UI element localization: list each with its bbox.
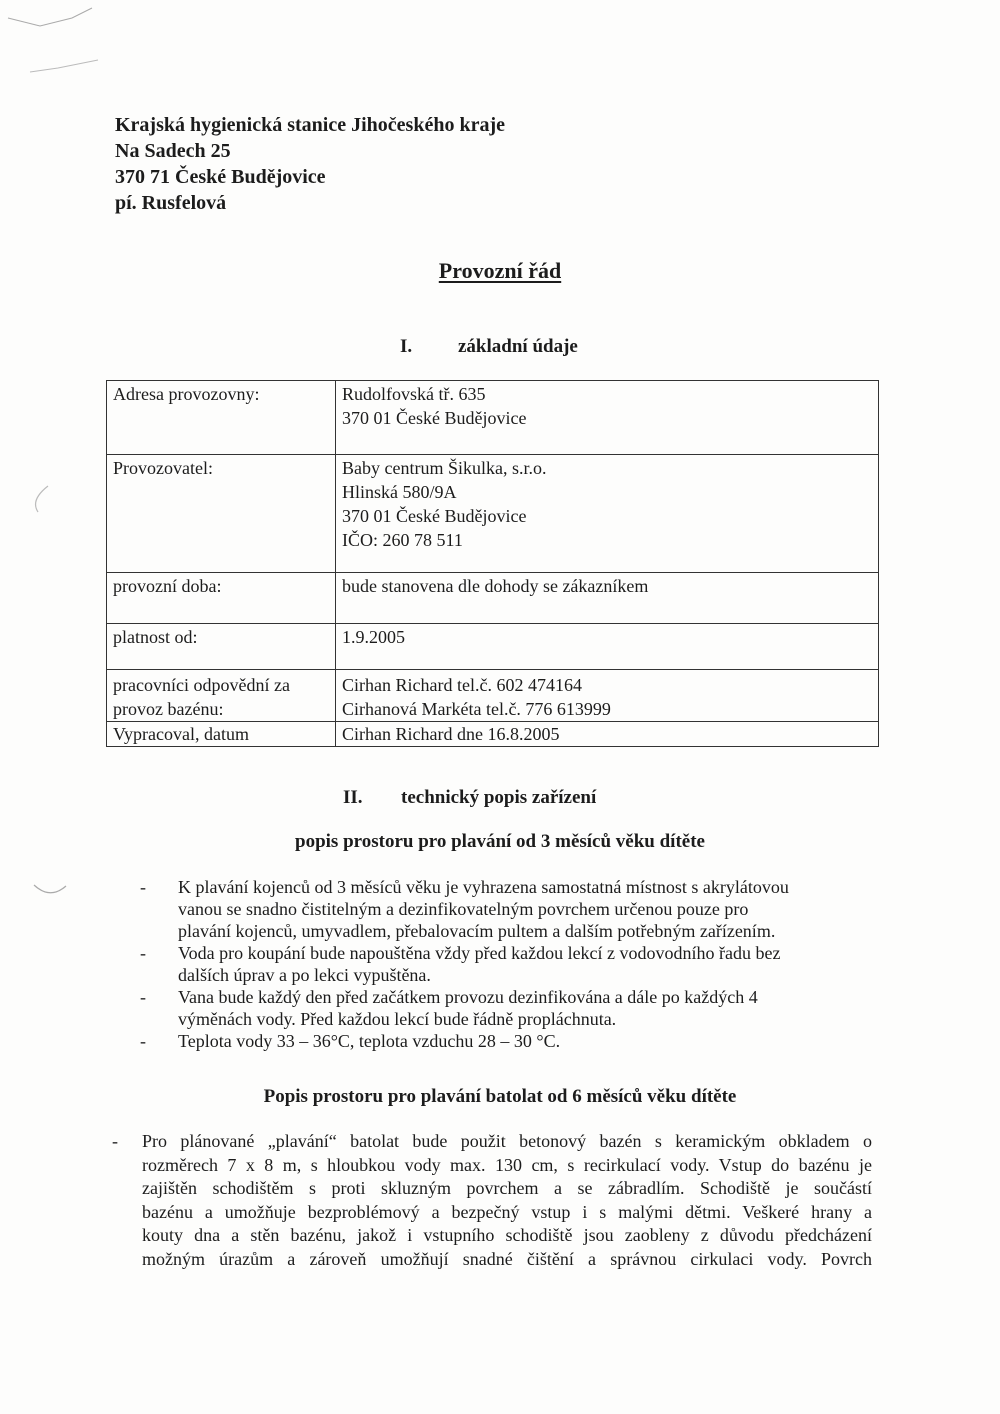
table-label-cell bbox=[107, 722, 336, 747]
value-text: bude stanovena dle dohody se zákazníkem bbox=[342, 576, 649, 596]
table-value-cell bbox=[336, 670, 879, 722]
table-row bbox=[107, 624, 879, 670]
infant-pool-bullet-list bbox=[140, 876, 860, 1052]
table-row bbox=[107, 455, 879, 573]
list-line: Vana bude každý den před začátkem provozu dezinfikována a dále po každých 4 bbox=[178, 987, 758, 1007]
address-line: pí. Rusfelová bbox=[115, 192, 227, 214]
section-2-number: II. bbox=[343, 787, 363, 808]
label-text: Adresa provozovny: bbox=[113, 384, 260, 404]
table-row bbox=[107, 573, 879, 624]
table-value-cell bbox=[336, 455, 879, 573]
section-1-title: základní údaje bbox=[458, 336, 578, 357]
label-text: pracovníci odpovědní za bbox=[113, 675, 290, 695]
paragraph-line: rozměrech 7 x 8 m, s hloubkou vody max. 130 cm, s recirkulací vody. Vstup do bazénu je bbox=[142, 1154, 872, 1175]
subsection-heading-infants: popis prostoru pro plavání od 3 měsíců věku dítěte bbox=[295, 831, 705, 852]
table-label-cell bbox=[107, 670, 336, 722]
paragraph-line: možným úrazům a zároveň umožňují snadné čištění a správnou cirkulaci vody. Povrch bbox=[142, 1248, 872, 1269]
value-text: Hlinská 580/9A bbox=[342, 482, 457, 502]
subsection-heading-toddlers: Popis prostoru pro plavání batolat od 6 měsíců věku dítěte bbox=[263, 1086, 737, 1107]
label-text: provozní doba: bbox=[113, 576, 222, 596]
list-item bbox=[140, 1030, 860, 1052]
list-item bbox=[140, 986, 860, 1030]
value-text: 1.9.2005 bbox=[342, 627, 405, 647]
paragraph-line: kouty dna a stěn bazénu, jakož i vstupního schodiště jsou zaobleny z důvodu předcházení bbox=[142, 1225, 872, 1245]
basic-info-table bbox=[106, 380, 879, 747]
label-text: platnost od: bbox=[113, 627, 198, 647]
recipient-address bbox=[115, 112, 505, 216]
address-line: Krajská hygienická stanice Jihočeského kraje bbox=[115, 114, 505, 136]
paragraph-line: bazénu a umožňuje bezproblémový a bezpečný vstup i s malými dětmi. Veškeré hrany a bbox=[142, 1201, 872, 1222]
table-label-cell bbox=[107, 573, 336, 624]
list-line: plavání kojenců, umyvadlem, přebalovacím pultem a dalším potřebným zařízením. bbox=[178, 921, 776, 941]
value-text: 370 01 České Budějovice bbox=[342, 506, 527, 526]
table-row bbox=[107, 722, 879, 747]
label-text: provoz bazénu: bbox=[113, 699, 224, 719]
value-text: Rudolfovská tř. 635 bbox=[342, 384, 486, 404]
table-label-cell bbox=[107, 381, 336, 455]
list-line: Teplota vody 33 – 36°C, teplota vzduchu 28 – 30 °C. bbox=[178, 1031, 561, 1051]
table-value-cell bbox=[336, 624, 879, 670]
value-text: Baby centrum Šikulka, s.r.o. bbox=[342, 458, 547, 478]
list-line: dalších úprav a po lekci vypuštěna. bbox=[178, 965, 431, 985]
value-text: IČO: 260 78 511 bbox=[342, 530, 463, 550]
table-value-cell bbox=[336, 722, 879, 747]
table-label-cell bbox=[107, 455, 336, 573]
table-row bbox=[107, 670, 879, 722]
paragraph-line: zajištěn schodištěm s proti skluzným povrchem a se zábradlím. Schodiště je součástí bbox=[142, 1178, 872, 1198]
address-line: 370 71 České Budějovice bbox=[115, 166, 326, 188]
bullet-dash: - bbox=[140, 877, 146, 897]
section-1-number: I. bbox=[400, 336, 413, 357]
list-line: výměnách vody. Před každou lekcí bude řádně propláchnuta. bbox=[178, 1009, 617, 1029]
address-line: Na Sadech 25 bbox=[115, 140, 231, 162]
paragraph-text bbox=[112, 1130, 872, 1271]
list-line: Voda pro koupání bude napouštěna vždy před každou lekcí z vodovodního řadu bez bbox=[178, 943, 781, 963]
label-text: Vypracoval, datum bbox=[113, 724, 249, 744]
value-text: 370 01 České Budějovice bbox=[342, 408, 527, 428]
section-2-heading bbox=[343, 787, 596, 809]
bullet-dash: - bbox=[140, 987, 146, 1007]
table-row bbox=[107, 381, 879, 455]
bullet-dash: - bbox=[140, 943, 146, 963]
table-value-cell bbox=[336, 381, 879, 455]
table-value-cell bbox=[336, 573, 879, 624]
value-text: Cirhanová Markéta tel.č. 776 613999 bbox=[342, 699, 611, 719]
bullet-dash: - bbox=[140, 1031, 146, 1051]
paragraph-line: Pro plánované „plavání“ batolat bude použit betonový bazén s keramickým obkladem o bbox=[142, 1131, 872, 1151]
list-line: K plavání kojenců od 3 měsíců věku je vyhrazena samostatná místnost s akrylátovou bbox=[178, 877, 789, 897]
table-label-cell bbox=[107, 624, 336, 670]
document-title-text: Provozní řád bbox=[438, 258, 562, 283]
list-line: vanou se snadno čistitelným a dezinfikovatelným povrchem určenou pouze pro bbox=[178, 899, 749, 919]
bullet-dash: - bbox=[112, 1131, 118, 1151]
value-text: Cirhan Richard tel.č. 602 474164 bbox=[342, 675, 582, 695]
document-title bbox=[0, 258, 1000, 284]
list-item bbox=[140, 876, 860, 942]
value-text: Cirhan Richard dne 16.8.2005 bbox=[342, 724, 560, 744]
label-text: Provozovatel: bbox=[113, 458, 213, 478]
list-item bbox=[140, 942, 860, 986]
section-1-heading bbox=[400, 336, 578, 358]
toddler-pool-paragraph bbox=[112, 1130, 872, 1271]
section-2-title: technický popis zařízení bbox=[401, 787, 597, 808]
